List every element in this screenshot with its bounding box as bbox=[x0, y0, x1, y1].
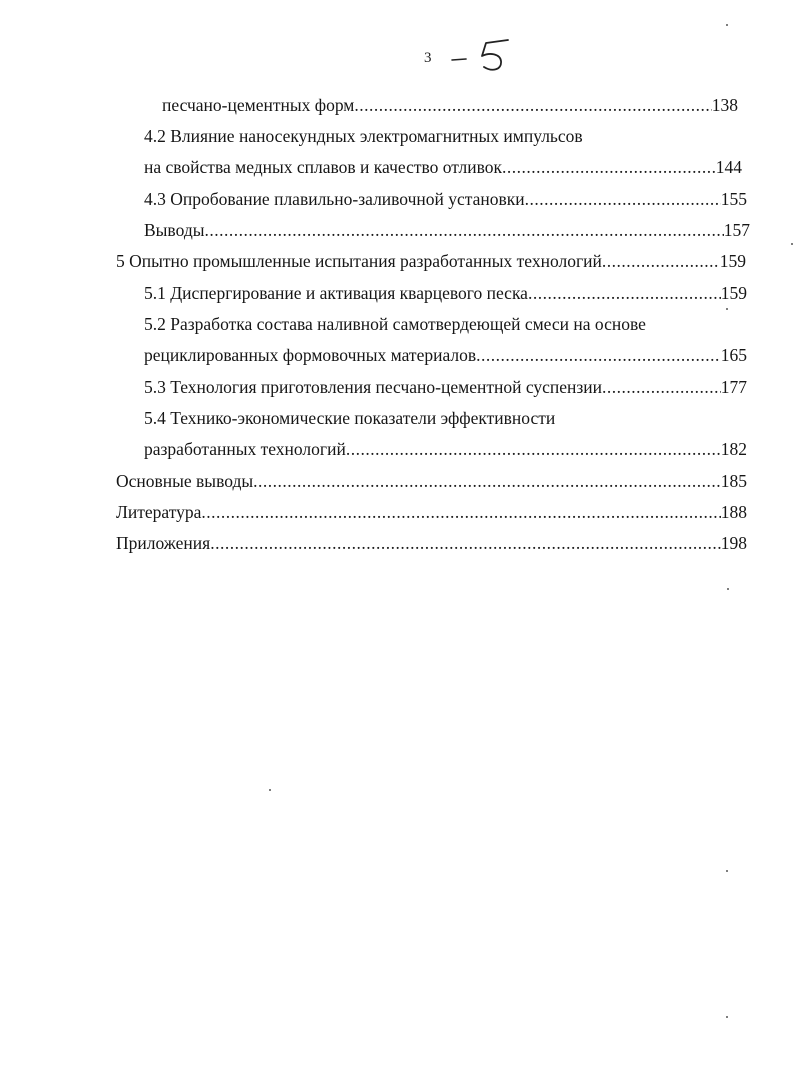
page-number: 3 bbox=[424, 50, 432, 66]
toc-entry-title: разработанных технологий bbox=[144, 439, 346, 459]
toc-entry bbox=[144, 375, 747, 399]
toc-entry bbox=[144, 312, 744, 336]
toc-leader bbox=[253, 469, 721, 493]
toc-entry bbox=[116, 249, 746, 273]
toc-entry bbox=[162, 93, 738, 117]
toc-leader bbox=[354, 93, 711, 117]
toc-leader bbox=[602, 375, 721, 399]
toc-entry-title: Выводы bbox=[144, 220, 205, 240]
toc-entry-title: 4.3 Опробование плавильно-заливочной установки bbox=[144, 189, 525, 209]
scan-speck bbox=[726, 308, 728, 310]
scan-speck bbox=[726, 870, 728, 872]
toc-leader bbox=[502, 155, 716, 179]
toc-entry bbox=[144, 343, 747, 367]
toc-entry bbox=[144, 281, 747, 305]
toc-entry-page: 159 bbox=[719, 251, 746, 271]
toc-entry-title: 5.3 Технология приготовления песчано-цементной суспензии bbox=[144, 377, 603, 397]
toc-entry-title: Приложения bbox=[116, 533, 211, 553]
toc-leader bbox=[525, 187, 721, 211]
toc-entry-title: Основные выводы bbox=[116, 471, 254, 491]
toc-entry-title: 5.4 Технико-экономические показатели эффективности bbox=[144, 408, 556, 428]
toc-entry bbox=[144, 187, 747, 211]
toc-leader bbox=[210, 531, 721, 555]
toc-entry-page: 165 bbox=[720, 345, 747, 365]
toc-entry-title: на свойства медных сплавов и качество отливок bbox=[144, 157, 503, 177]
toc-entry-page: 198 bbox=[720, 533, 747, 553]
toc-leader bbox=[346, 437, 721, 461]
toc-leader bbox=[602, 249, 720, 273]
toc-entry bbox=[116, 531, 747, 555]
toc-entry-page: 188 bbox=[720, 502, 747, 522]
toc-entry-title: 4.2 Влияние наносекундных электромагнитных импульсов bbox=[144, 126, 583, 146]
toc-entry bbox=[116, 469, 747, 493]
scan-speck bbox=[726, 24, 728, 26]
toc-entry-page: 185 bbox=[720, 471, 747, 491]
toc-entry bbox=[144, 124, 744, 148]
toc-entry-page: 138 bbox=[711, 95, 738, 115]
toc-leader bbox=[476, 343, 721, 367]
toc-entry bbox=[144, 218, 750, 242]
toc-entry bbox=[144, 155, 742, 179]
toc-entry-page: 155 bbox=[720, 189, 747, 209]
toc-entry bbox=[116, 500, 747, 524]
scan-speck bbox=[726, 1016, 728, 1018]
toc-entry-title: песчано-цементных форм bbox=[162, 95, 355, 115]
toc-entry-title: 5 Опытно промышленные испытания разработанных технологий bbox=[116, 251, 602, 271]
toc-leader bbox=[204, 218, 723, 242]
toc-entry-page: 144 bbox=[715, 157, 742, 177]
scan-speck bbox=[791, 243, 793, 245]
toc-entry-page: 182 bbox=[720, 439, 747, 459]
toc-entry bbox=[144, 406, 744, 430]
toc-leader bbox=[528, 281, 721, 305]
toc-entry bbox=[144, 437, 747, 461]
toc-entry-title: рециклированных формовочных материалов bbox=[144, 345, 477, 365]
toc-entry-page: 157 bbox=[723, 220, 750, 240]
toc-entry-page: 159 bbox=[720, 283, 747, 303]
toc-entry-title: 5.2 Разработка состава наливной самотвердеющей смеси на основе bbox=[144, 314, 646, 334]
toc-entry-page: 177 bbox=[720, 377, 747, 397]
toc-leader bbox=[201, 500, 720, 524]
scan-speck bbox=[269, 789, 271, 791]
handwritten-annotation bbox=[446, 30, 526, 80]
toc-entry-title: Литература bbox=[116, 502, 202, 522]
toc-entry-title: 5.1 Диспергирование и активация кварцевого песка bbox=[144, 283, 528, 303]
scan-speck bbox=[727, 588, 729, 590]
